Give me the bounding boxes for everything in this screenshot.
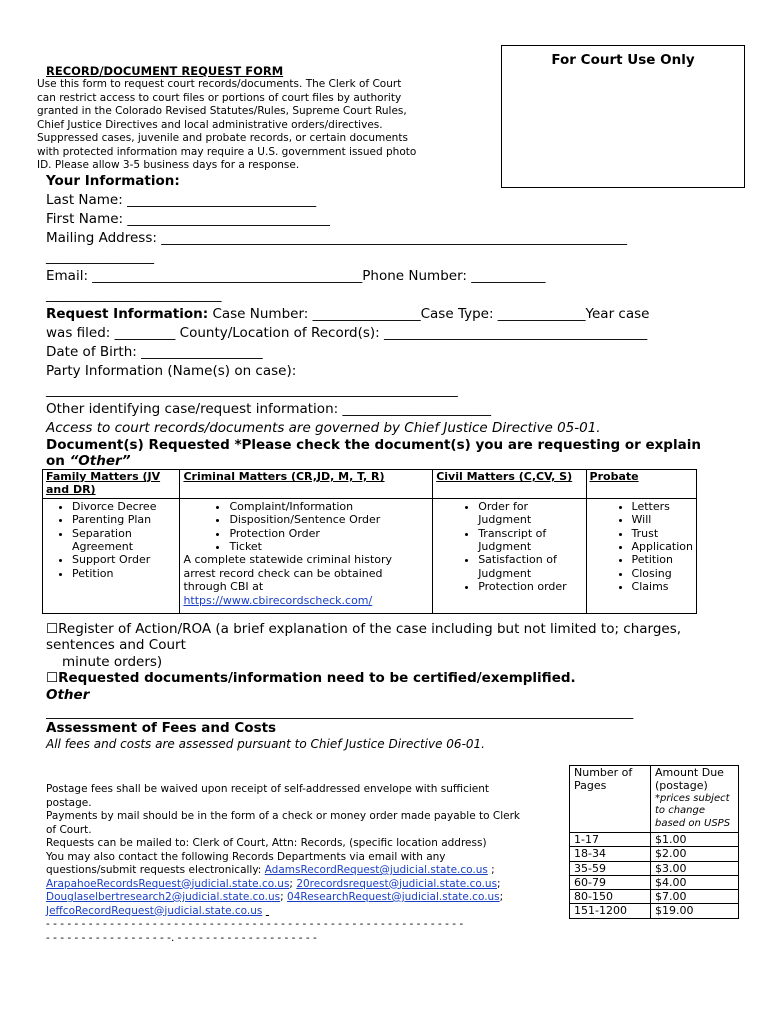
probate-list (586, 498, 696, 613)
roa-line2: sentences and Court (46, 637, 186, 653)
intro-line: ID. Please allow 3-5 business days for a response. (37, 159, 300, 171)
doc-item: • Disposition/Sentence Order (229, 513, 429, 526)
court-use-title: For Court Use Only (551, 52, 695, 68)
doc-item: • Trust (632, 527, 693, 540)
documents-heading-prefix: on (46, 453, 70, 469)
criminal-matters-list (180, 498, 433, 613)
roa-label: Register of Action/ROA (a brief explanation of the case including but not limited to; charges, (58, 621, 682, 637)
email-line-3: Douglaselbertresearch2@judicial.state.co.us; 04ResearchRequest@judicial.state.co.us; (46, 891, 504, 903)
postage-table (569, 765, 739, 919)
family-matters-list (43, 498, 180, 613)
mailing-address-cont[interactable]: ________________ (46, 249, 154, 265)
doc-item: • Letters (632, 500, 693, 513)
other-field[interactable]: _______________________________________________________________________________________ (46, 704, 634, 720)
email-line-1: questions/submit requests electronically: AdamsRecordRequest@judicial.state.co.us ; (46, 864, 495, 876)
email-link-20records[interactable]: 20recordsrequest@judicial.state.co.us (296, 877, 498, 890)
pages-cell: 60-79 (570, 875, 651, 889)
intro-line: Suppressed cases, juvenile and probate records, or certain documents (37, 132, 408, 144)
doc-item: • Order for Judgment (478, 500, 582, 527)
last-name-field[interactable]: Last Name: ____________________________ (46, 192, 317, 208)
party-info-label: Party Information (Name(s) on case): (46, 363, 297, 379)
doc-item: • Satisfaction of Judgment (478, 553, 582, 580)
intro-line: Chief Justice Directives and local administrative orders/directives. (37, 118, 383, 131)
certified-checkbox[interactable]: ☐ (46, 670, 59, 686)
doc-item: • Petition (632, 553, 693, 566)
intro-line: can restrict access to court files or portions of court files by authority (37, 91, 402, 104)
cbi-link[interactable]: https://www.cbirecordscheck.com/ (183, 593, 373, 607)
email-phone-field[interactable]: Email: ________________________________________Phone Number: ___________ (46, 268, 546, 284)
case-number-type-field[interactable]: Case Number: ________________Case Type: _____________Year case (208, 306, 650, 322)
email-cont[interactable]: __________________________ (46, 287, 222, 303)
civil-matters-list (433, 498, 586, 613)
cbi-note: A complete statewide criminal history arrest record check can be obtained through CBI at (183, 553, 393, 594)
civil-matters-header: Civil Matters (C,CV, S) (433, 470, 586, 499)
doc-item: • Closing (632, 567, 693, 580)
amount-cell: $7.00 (651, 890, 739, 904)
first-name-field[interactable]: First Name: ______________________________ (46, 211, 330, 227)
postage-line: of Court. (46, 823, 92, 836)
request-info-line1 (46, 305, 649, 324)
access-note: Access to court records/documents are governed by Chief Justice Directive 05-01. (46, 420, 601, 436)
pages-cell: 151-1200 (570, 904, 651, 918)
doc-item: • Support Order (72, 553, 176, 566)
documents-heading-other: “Other” (69, 453, 131, 469)
pages-cell: 80-150 (570, 890, 651, 904)
postage-line: Requests can be mailed to: Clerk of Court, Attn: Records, (specific location address) (46, 837, 487, 849)
your-info-heading: Your Information: (46, 173, 180, 189)
pages-header: Number of Pages (570, 766, 651, 833)
amount-header-label: Amount Due (postage) (655, 766, 724, 793)
doc-item: • Claims (632, 580, 693, 593)
doc-item: • Protection order (478, 580, 582, 593)
dash-line: - - - - - - - - - - - - - - - - - -. - - - - - - - - - - - - - - - - - - - - (46, 931, 317, 944)
form-title: RECORD/DOCUMENT REQUEST FORM (46, 64, 284, 78)
documents-heading: Document(s) Requested *Please check the document(s) you are requesting or explain (46, 437, 701, 453)
roa-line3: minute orders) (62, 654, 163, 670)
email-link-adams[interactable]: AdamsRecordRequest@judicial.state.co.us (264, 864, 488, 876)
email-line-4 (46, 905, 566, 919)
pages-cell: 18-34 (570, 847, 651, 861)
email-link-04research[interactable]: 04ResearchRequest@judicial.state.co.us (287, 891, 500, 903)
fees-note: All fees and costs are assessed pursuant to Chief Justice Directive 06-01. (46, 737, 485, 751)
amount-cell: $19.00 (651, 904, 739, 918)
intro-line: granted in the Colorado Revised Statutes/Rules, Supreme Court Rules, (37, 105, 407, 117)
doc-item: • Transcript of Judgment (478, 527, 582, 554)
request-info-heading: Request Information: (46, 306, 209, 322)
doc-item: • Separation Agreement (72, 527, 176, 554)
certified-label: Requested documents/information need to be certified/exemplified. (58, 670, 576, 686)
amount-cell: $1.00 (651, 833, 739, 847)
doc-item: • Complaint/Information (229, 500, 429, 513)
postage-line: postage. (46, 796, 92, 809)
doc-item: • Application (632, 540, 693, 553)
dash-line: - - - - - - - - - - - - - - - - - - - - - - - - - - - - - - - - - - - - - - - - - - - - - - - - - - - - - - - - - - - (46, 918, 464, 930)
probate-header: Probate (586, 470, 696, 499)
court-use-box (501, 45, 745, 188)
doc-item: • Petition (72, 567, 176, 580)
pages-cell: 35-59 (570, 861, 651, 875)
submit-prefix: questions/submit requests electronically: (46, 864, 265, 876)
party-info-field[interactable]: _____________________________________________________________ (46, 382, 458, 398)
amount-header-note: *prices subject to change based on USPS (655, 792, 731, 829)
doc-item: • Will (632, 513, 693, 526)
postage-line: Payments by mail should be in the form of a check or money order made payable to Clerk (46, 810, 520, 822)
amount-header (651, 766, 739, 833)
doc-item: • Ticket (229, 540, 429, 553)
postage-line: Postage fees shall be waived upon receipt of self-addressed envelope with sufficient (46, 783, 489, 795)
criminal-matters-header: Criminal Matters (CR,JD, M, T, R) (180, 470, 433, 499)
amount-cell: $4.00 (651, 875, 739, 889)
intro-text (37, 78, 457, 173)
email-link-jeffco[interactable]: JeffcoRecordRequest@judicial.state.co.us (46, 904, 263, 917)
postage-text (46, 783, 566, 945)
amount-cell: $2.00 (651, 847, 739, 861)
other-identifying-field[interactable]: Other identifying case/request information: ______________________ (46, 401, 491, 417)
doc-item: • Divorce Decree (72, 500, 176, 513)
mailing-address-field[interactable]: Mailing Address: _____________________________________________________________________ (46, 230, 627, 246)
family-matters-header: Family Matters (JV and DR) (43, 470, 180, 499)
email-link-douglas-elbert[interactable]: Douglaselbertresearch2@judicial.state.co.us (46, 891, 281, 903)
fees-heading: Assessment of Fees and Costs (46, 720, 277, 736)
doc-item: • Protection Order (229, 527, 429, 540)
roa-checkbox[interactable]: ☐ (46, 621, 59, 637)
dob-field[interactable]: Date of Birth: __________________ (46, 344, 263, 360)
amount-cell: $3.00 (651, 861, 739, 875)
intro-line: with protected information may require a U.S. government issued photo (37, 145, 417, 158)
documents-table (42, 469, 697, 614)
certified-option (46, 669, 576, 688)
pages-cell: 1-17 (570, 833, 651, 847)
email-line-2: ArapahoeRecordsRequest@judicial.state.co.us; 20recordsrequest@judicial.state.co.us; (46, 877, 501, 890)
email-link-arapahoe[interactable]: ArapahoeRecordsRequest@judicial.state.co.us (46, 877, 290, 890)
doc-item: • Parenting Plan (72, 513, 176, 526)
year-county-field[interactable]: was filed: _________ County/Location of Record(s): _______________________________________ (46, 325, 648, 341)
intro-line: Use this form to request court records/documents. The Clerk of Court (37, 78, 402, 90)
other-label: Other (46, 687, 90, 703)
postage-line: You may also contact the following Records Departments via email with any (46, 850, 446, 863)
